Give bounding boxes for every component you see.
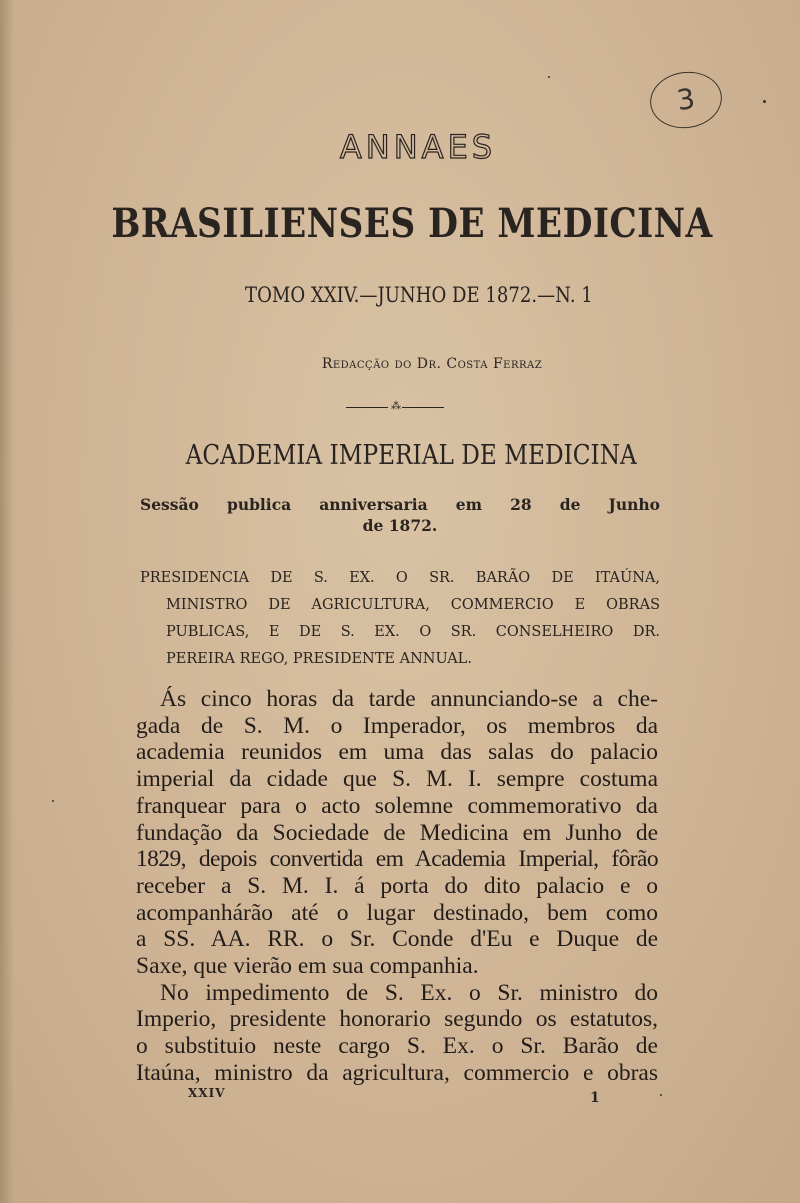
session-subtitle-line: Sessão publica anniversaria em 28 de Junho — [140, 495, 660, 514]
body-line: academia reunidos em uma das salas do palacio — [136, 739, 658, 766]
paper-speck — [548, 76, 550, 78]
session-subtitle — [140, 494, 660, 536]
signature-mark: XXIV — [188, 1086, 226, 1100]
body-line: acompanhárão até o lugar destinado, bem como — [136, 899, 658, 926]
ornament-right-line — [402, 407, 444, 408]
body-line: a SS. AA. RR. o Sr. Conde d'Eu e Duque de — [136, 926, 658, 953]
sheet-number: 1 — [590, 1090, 600, 1106]
page-edge-shadow — [0, 0, 14, 1203]
ornament-left-line — [346, 407, 388, 408]
session-subtitle-line: de 1872. — [362, 516, 438, 535]
body-line: Imperio, presidente honorario segundo os estatutos, — [136, 1006, 658, 1033]
paper-speck — [763, 100, 766, 103]
body-line: Ás cinco horas da tarde annunciando-se a che- — [160, 686, 658, 712]
body-line: 1829, depois convertida em Academia Imperial, fôrão — [136, 846, 658, 873]
presidency-line: PEREIRA REGO, PRESIDENTE ANNUAL. — [166, 651, 472, 667]
presidency-line: MINISTRO DE AGRICULTURA, COMMERCIO E OBRAS — [166, 597, 660, 613]
presidency-paragraph — [140, 565, 660, 673]
paper-speck — [52, 800, 54, 802]
body-line: No impedimento de S. Ex. o Sr. ministro do — [160, 979, 658, 1006]
body-line: Saxe, que vierão em sua companhia. — [136, 953, 479, 980]
presidency-line: PUBLICAS, E DE S. EX. O SR. CONSELHEIRO DR. — [166, 624, 660, 640]
editor-line: Redacção do Dr. Costa Ferraz — [321, 356, 543, 372]
paper-speck — [660, 1094, 662, 1096]
body-line: gada de S. M. o Imperador, os membros da — [136, 712, 658, 739]
handwritten-page-number: 3 — [646, 67, 725, 132]
ornament-flourish-icon: ⁂ — [391, 401, 401, 412]
body-line: imperial da cidade que S. M. I. sempre costuma — [136, 766, 658, 793]
journal-title-line-2: BRASILIENSES DE MEDICINA — [111, 200, 713, 247]
presidency-line: PRESIDENCIA DE S. EX. O SR. BARÃO DE ITAÚNA, — [140, 570, 660, 586]
body-line: fundação da Sociedade de Medicina em Junho de — [136, 819, 658, 846]
body-line: franquear para o acto solemne commemorativo da — [136, 792, 658, 819]
body-line: Itaúna, ministro da agricultura, commercio e obras — [136, 1059, 658, 1086]
ornamental-rule — [346, 400, 444, 414]
body-line: o substituio neste cargo S. Ex. o Sr. Barão de — [136, 1033, 658, 1060]
body-text — [136, 686, 658, 1087]
body-line: receber a S. M. I. á porta do dito palacio e o — [136, 872, 658, 899]
journal-title-line-1: ANNAES — [339, 128, 497, 166]
section-title: ACADEMIA IMPERIAL DE MEDICINA — [185, 440, 637, 471]
issue-line: TOMO XXIV.—JUNHO DE 1872.—N. 1 — [245, 283, 593, 307]
